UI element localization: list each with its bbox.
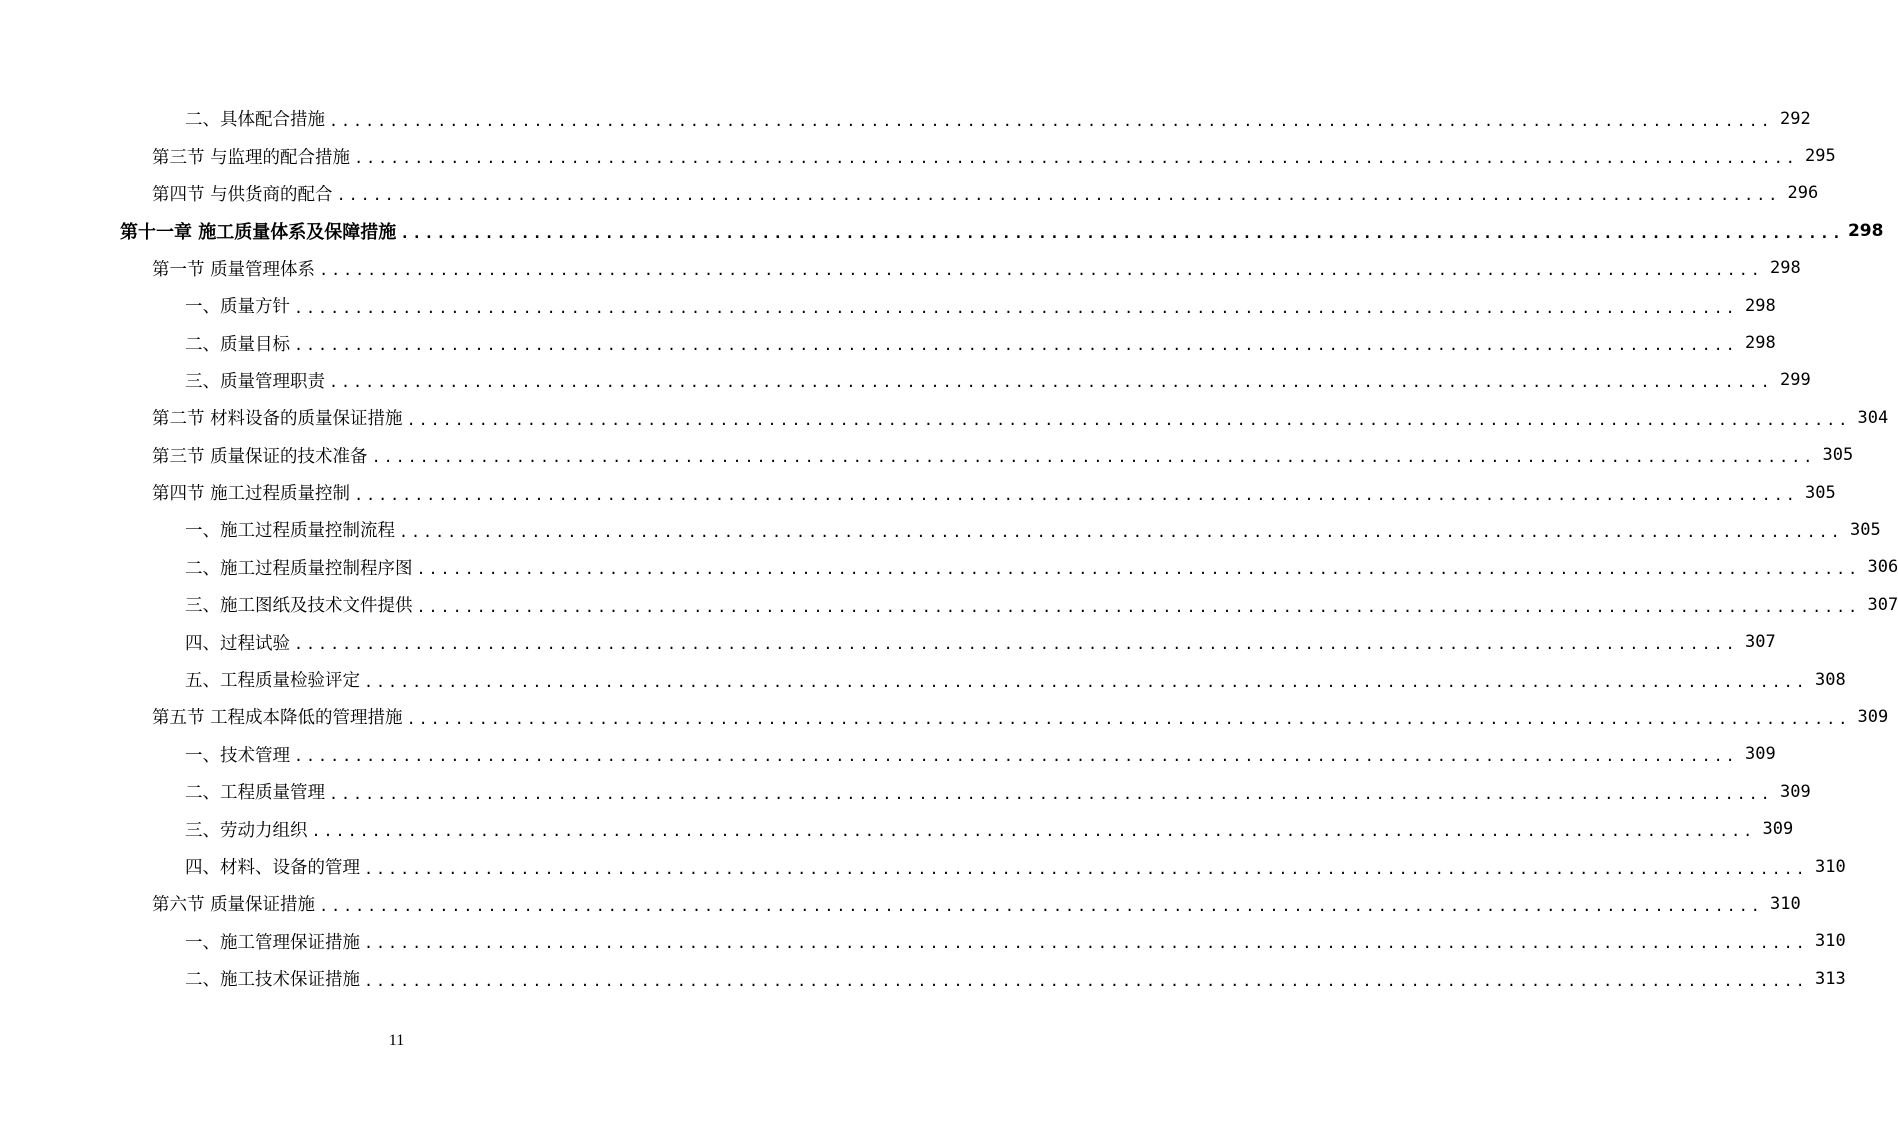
toc-entry-title: 一、质量方针 [185,297,290,318]
toc-entry[interactable] [0,623,1776,660]
toc-dot-leader: ........................................................................................................................ [319,261,1763,280]
toc-dot-leader: ........................................................................................................................ [329,111,1773,130]
toc-entry-page: 309 [1744,744,1776,765]
toc-entry[interactable] [0,885,1801,922]
toc-entry-title: 二、施工技术保证措施 [185,970,360,991]
toc-entry-title: 三、质量管理职责 [185,371,325,392]
toc-dot-leader: ........................................................................................................................ [336,186,1781,205]
table-of-contents [0,100,1898,997]
toc-entry-page: 305 [1849,519,1881,540]
toc-dot-leader: ........................................................................................................................ [416,597,1861,616]
toc-entry-title: 二、具体配合措施 [185,110,325,131]
toc-entry[interactable] [0,586,1898,623]
toc-dot-leader: ........................................................................................................................ [399,522,1843,541]
toc-dot-leader: ........................................................................................................................ [354,149,1798,168]
toc-entry-page: 298 [1770,258,1801,279]
toc-dot-leader: ........................................................................................................................ [329,373,1773,392]
toc-entry-page: 307 [1744,632,1776,653]
toc-entry-title: 四、材料、设备的管理 [185,858,360,878]
toc-entry-title: 五、工程质量检验评定 [185,671,360,692]
toc-entry-title: 三、劳动力组织 [185,820,308,841]
toc-dot-leader: ........................................................................................................................ [319,896,1763,915]
toc-entry[interactable] [0,437,1854,474]
toc-entry[interactable] [0,175,1819,212]
toc-entry-title: 三、施工图纸及技术文件提供 [185,596,413,617]
toc-entry-page: 298 [1847,220,1884,241]
toc-entry-page: 296 [1787,183,1819,204]
toc-dot-leader: ........................................................................................................................ [354,485,1798,504]
toc-entry-page: 304 [1857,407,1889,428]
toc-dot-leader: ........................................................................................................................ [294,336,1738,355]
toc-entry-page: 306 [1867,557,1898,578]
toc-entry[interactable] [0,399,1889,436]
toc-entry[interactable] [0,848,1846,885]
toc-entry-title: 一、施工过程质量控制流程 [185,521,395,542]
toc-entry[interactable] [0,698,1889,735]
toc-entry-page: 310 [1814,856,1846,877]
toc-dot-leader: ........................................................................................................................ [294,635,1738,654]
toc-entry[interactable] [0,324,1776,361]
toc-entry[interactable] [0,474,1836,511]
toc-dot-leader: ........................................................................................................................ [364,934,1808,953]
toc-entry-title: 二、工程质量管理 [185,783,325,804]
toc-entry[interactable] [0,549,1898,586]
toc-entry[interactable] [0,212,1884,249]
toc-entry-title: 第六节 质量保证措施 [152,895,316,916]
toc-entry-page: 309 [1857,706,1889,727]
toc-dot-leader: ........................................................................................................................ [416,560,1861,579]
toc-entry-page: 309 [1779,781,1811,802]
toc-dot-leader: ........................................................................................................................ [406,410,1851,429]
toc-entry-title: 一、施工管理保证措施 [185,932,360,953]
toc-dot-leader: ........................................................................................................................ [371,448,1816,467]
toc-dot-leader: ........................................................................................................................ [294,747,1738,766]
toc-entry[interactable] [0,511,1881,548]
toc-entry-title: 二、质量目标 [185,334,290,355]
toc-entry[interactable] [0,362,1811,399]
toc-dot-leader: ........................................................................................................................ [311,822,1756,841]
toc-entry-page: 299 [1779,370,1811,391]
toc-entry-title: 第五节 工程成本降低的管理措施 [152,708,403,729]
toc-entry-title: 第三节 与监理的配合措施 [152,147,351,168]
toc-entry[interactable] [0,661,1846,698]
toc-entry[interactable] [0,736,1776,773]
toc-entry-title: 第四节 与供货商的配合 [152,184,333,205]
toc-entry-page: 313 [1814,968,1846,989]
toc-entry[interactable] [0,100,1811,137]
toc-entry-page: 295 [1805,146,1836,167]
toc-entry-page: 305 [1822,445,1854,466]
toc-dot-leader: ........................................................................................................................ [294,298,1738,317]
toc-entry[interactable] [0,960,1846,997]
toc-entry-page: 305 [1805,482,1836,503]
toc-entry[interactable] [0,137,1836,174]
toc-entry-title: 第二节 材料设备的质量保证措施 [152,409,403,430]
toc-entry-title: 四、过程试验 [185,633,290,654]
toc-entry[interactable] [0,250,1801,287]
toc-entry-page: 309 [1762,819,1794,840]
toc-entry[interactable] [0,287,1776,324]
toc-dot-leader: ........................................................................................................................ [364,672,1808,691]
toc-entry-title: 一、技术管理 [185,745,290,766]
toc-entry-page: 292 [1779,108,1811,129]
toc-dot-leader: ........................................................................................................................ [400,223,1844,242]
page-number: 11 [388,1032,405,1049]
toc-entry-page: 307 [1867,594,1898,615]
toc-entry-title: 第一节 质量管理体系 [152,259,316,280]
toc-entry-page: 310 [1770,893,1801,914]
toc-entry-page: 308 [1814,669,1846,690]
toc-dot-leader: ........................................................................................................................ [364,859,1808,878]
toc-entry-page: 310 [1814,931,1846,952]
toc-entry[interactable] [0,923,1846,960]
toc-entry-title: 第三节 质量保证的技术准备 [152,446,368,467]
toc-dot-leader: ........................................................................................................................ [364,971,1808,990]
toc-dot-leader: ........................................................................................................................ [329,784,1773,803]
toc-entry[interactable] [0,773,1811,810]
toc-dot-leader: ........................................................................................................................ [406,709,1851,728]
toc-entry[interactable] [0,810,1794,847]
toc-entry-page: 298 [1744,295,1776,316]
toc-entry-title: 第十一章 施工质量体系及保障措施 [120,221,397,243]
toc-entry-title: 二、施工过程质量控制程序图 [185,558,413,579]
toc-entry-title: 第四节 施工过程质量控制 [152,484,351,505]
toc-entry-page: 298 [1744,333,1776,354]
